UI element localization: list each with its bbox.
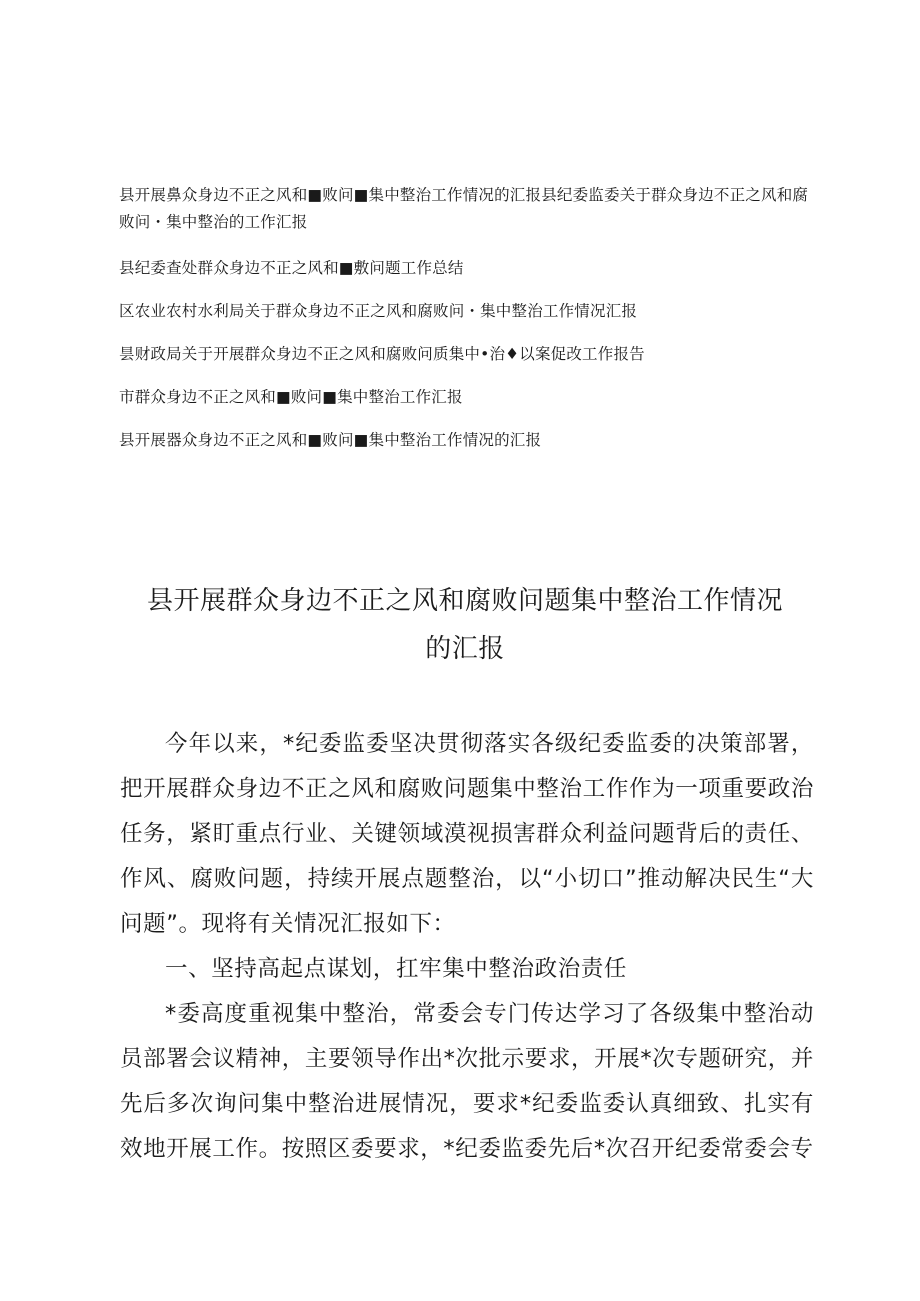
toc-item: 县纪委查处群众身边不正之风和■敷问题工作总结 — [119, 259, 464, 277]
toc-item: 县开展器众身边不正之风和■败问■集中整治工作情况的汇报 — [119, 431, 542, 449]
toc-item: 市群众身边不正之风和■败问■集中整治工作汇报 — [119, 388, 463, 406]
document-title — [120, 577, 810, 673]
toc-item: 区农业农村水利局关于群众身边不正之风和腐败问・集中整治工作情况汇报 — [119, 302, 638, 320]
section-heading: 一、坚持高起点谋划，扛牢集中整治政治责任 — [165, 956, 628, 982]
document-body — [120, 722, 814, 1172]
toc-item: 县开展鼻众身边不正之风和■败问■集中整治工作情况的汇报县纪委监委关于群众身边不正之风和腐败问・集中整治的工作汇报 — [119, 186, 809, 231]
document-title-line: 县开展群众身边不正之风和腐败问题集中整治工作情况 — [146, 586, 783, 616]
document-title-line: 的汇报 — [425, 634, 505, 664]
body-paragraph: *委高度重视集中整治，常委会专门传达学习了各级集中整治动员部署会议精神，主要领导作出*次批示要求，开展*次专题研究，并先后多次询问集中整治进展情况，要求*纪委监委认真细致、扎实有效地开展工作。按照区委要求，*纪委监委先后*次召开纪委常委会专 — [120, 1001, 814, 1162]
table-of-contents — [119, 182, 809, 470]
toc-item: 昙财政局关于开展群众身边不正之风和腐败问质集中•治♦以案促改工作报告 — [119, 345, 645, 363]
body-paragraph: 今年以来，*纪委监委坚决贯彻落实各级纪委监委的决策部署，把开展群众身边不正之风和腐败问题集中整治工作作为一项重要政治任务，紧盯重点行业、关键领域漠视损害群众利益问题背后的责任、作风、腐败问题，持续开展点题整治，以“小切口”推动解决民生“大问题”。现将有关情况汇报如下： — [120, 731, 814, 937]
